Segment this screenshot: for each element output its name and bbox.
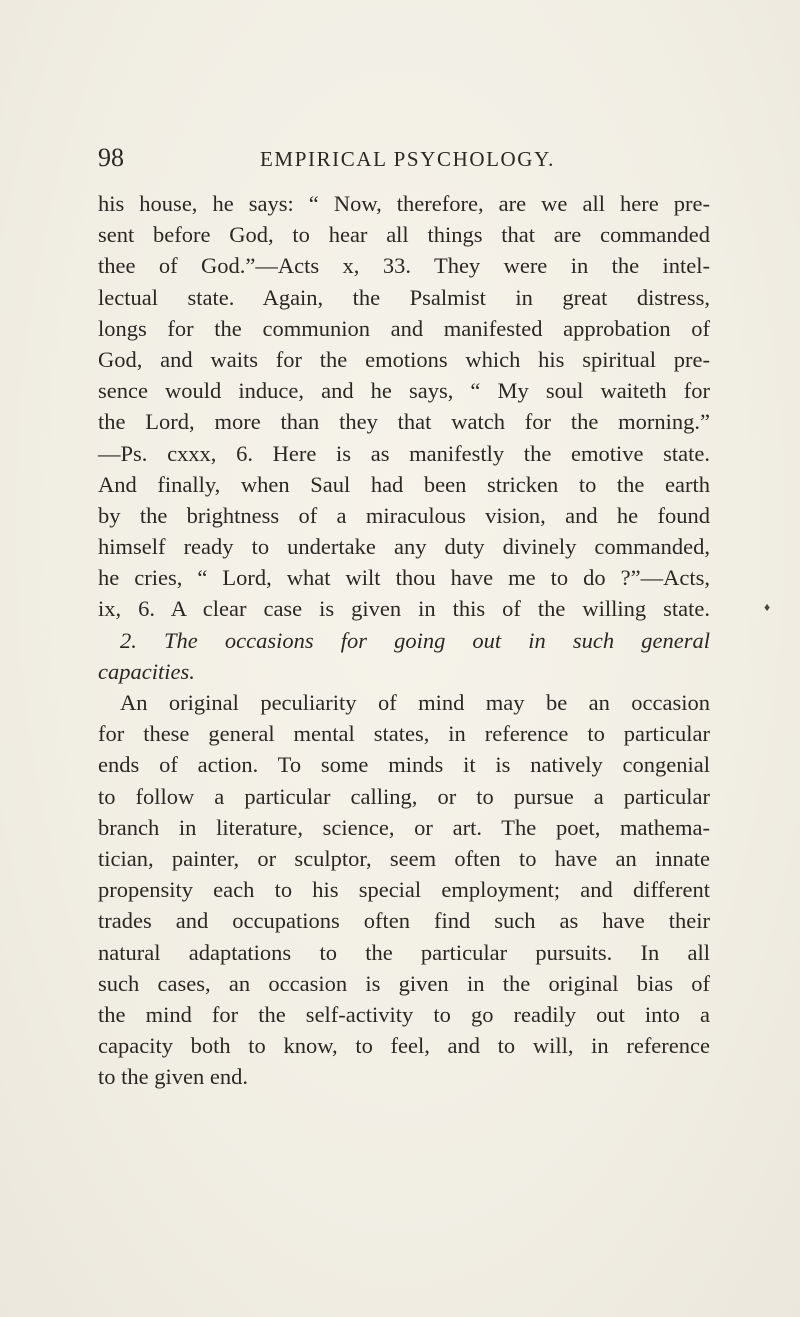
text-line: the mind for the self-activity to go readily out into a: [98, 1001, 710, 1027]
text-line: capacity both to know, to feel, and to will, in reference: [98, 1033, 710, 1059]
text-line: himself ready to undertake any duty divinely commanded,: [98, 534, 710, 560]
text-line: to the given end.: [98, 1064, 248, 1090]
text-line: branch in literature, science, or art. The poet, mathema-: [98, 814, 710, 840]
text-line: his house, he says: “ Now, therefore, are we all here pre-: [98, 191, 710, 216]
text-line: for these general mental states, in reference to particular: [98, 721, 710, 747]
running-head: [98, 143, 710, 173]
text-line: sent before God, to hear all things that are commanded: [98, 222, 710, 248]
text-line: lectual state. Again, the Psalmist in great distress,: [98, 284, 710, 310]
text-line: God, and waits for the emotions which his spiritual pre-: [98, 346, 710, 372]
text-line: by the brightness of a miraculous vision, and he found: [98, 502, 710, 528]
margin-mark-icon: ♦: [764, 600, 771, 614]
section-heading: 2. The occasions for going out in such general: [120, 627, 710, 653]
running-title: EMPIRICAL PSYCHOLOGY.: [260, 147, 555, 171]
text-line: the Lord, more than they that watch for the morning.”: [98, 409, 710, 435]
text-line: thee of God.”—Acts x, 33. They were in the intel-: [98, 253, 710, 279]
text-line: —Ps. cxxx, 6. Here is as manifestly the emotive state.: [98, 440, 710, 466]
text-line: such cases, an occasion is given in the original bias of: [98, 970, 710, 996]
body-text: [98, 188, 710, 1092]
text-line: An original peculiarity of mind may be an occasion: [120, 690, 710, 715]
text-line: to follow a particular calling, or to pursue a particular: [98, 783, 710, 809]
text-line: And finally, when Saul had been stricken to the earth: [98, 471, 710, 497]
page-number: 98: [98, 143, 124, 172]
text-line: ix, 6. A clear case is given in this of the willing state.: [98, 596, 710, 622]
text-line: natural adaptations to the particular pursuits. In all: [98, 939, 710, 965]
section-heading-continued: capacities.: [98, 658, 195, 684]
text-line: sence would induce, and he says, “ My soul waiteth for: [98, 378, 710, 404]
text-line: he cries, “ Lord, what wilt thou have me to do ?”—Acts,: [98, 565, 710, 591]
text-line: ends of action. To some minds it is natively congenial: [98, 752, 710, 778]
text-line: longs for the communion and manifested approbation of: [98, 315, 710, 341]
text-line: tician, painter, or sculptor, seem often to have an innate: [98, 845, 710, 871]
text-line: propensity each to his special employment; and different: [98, 877, 710, 903]
text-line: trades and occupations often find such as have their: [98, 908, 710, 934]
